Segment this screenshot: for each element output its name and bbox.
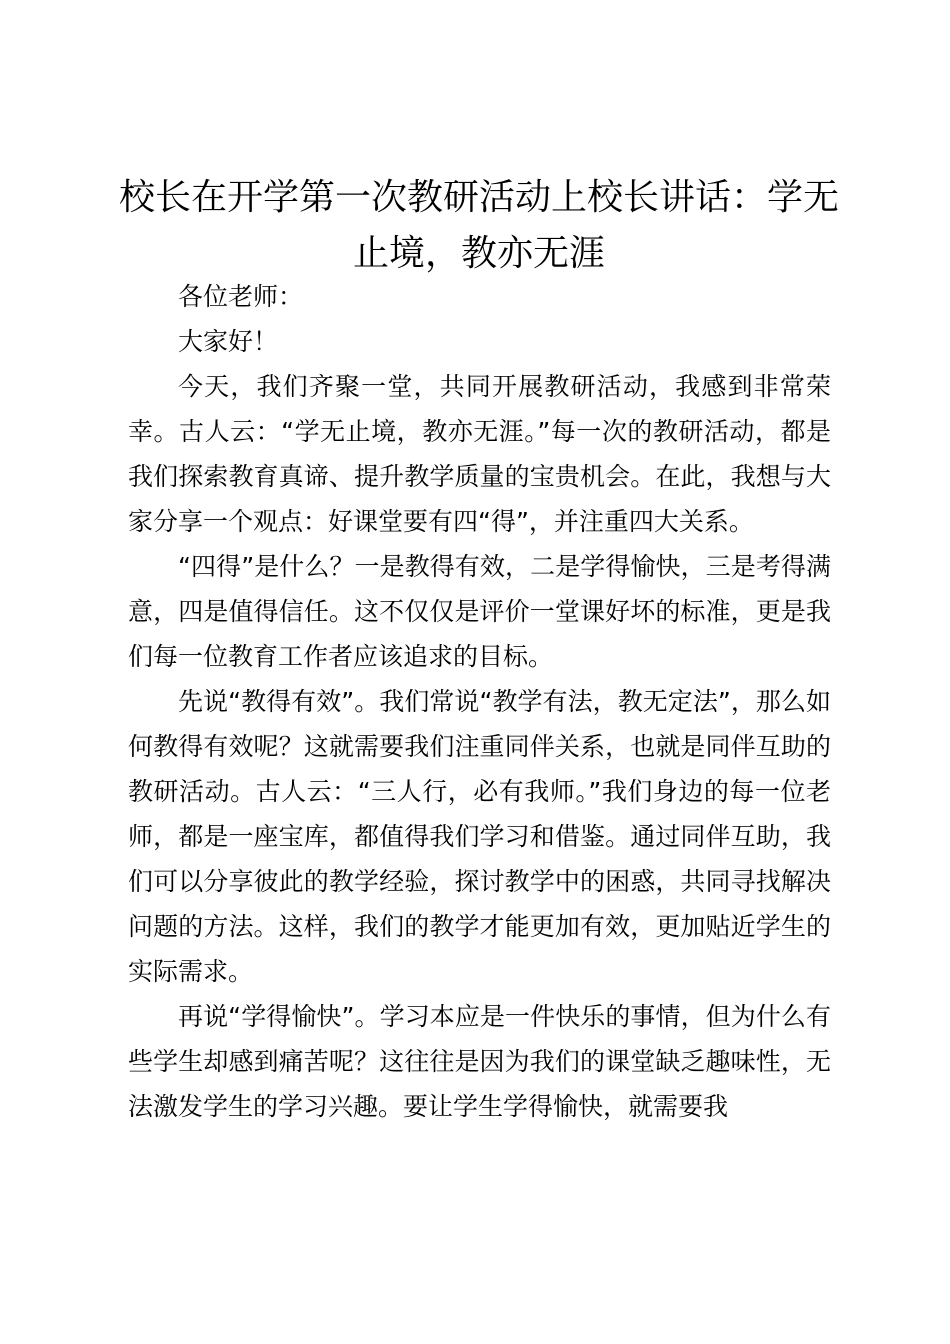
- paragraph: 先说“教得有效”。我们常说“教学有法，教无定法”，那么如何教得有效呢？这就需要我们注重同伴关系，也就是同伴互助的教研活动。古人云：“三人行，必有我师。”我们身边的每一位老师，都是一座宝库，都值得我们学习和借鉴。通过同伴互助，我们可以分享彼此的教学经验，探讨教学中的困惑，共同寻找解决问题的方法。这样，我们的教学才能更加有效，更加贴近学生的实际需求。: [128, 687, 831, 986]
- paragraph: “四得”是什么？一是教得有效，二是学得愉快，三是考得满意，四是值得信任。这不仅仅是评价一堂课好坏的标准，更是我们每一位教育工作者应该追求的目标。: [128, 552, 831, 671]
- greeting: 大家好！: [178, 327, 279, 356]
- salutation: 各位老师：: [178, 282, 304, 311]
- document-title: 校长在开学第一次教研活动上校长讲话：学无止境，教亦无涯: [118, 177, 839, 274]
- paragraph: 今天，我们齐聚一堂，共同开展教研活动，我感到非常荣幸。古人云：“学无止境，教亦无涯。”每一次的教研活动，都是我们探索教育真谛、提升教学质量的宝贵机会。在此，我想与大家分享一个观点：好课堂要有四“得”，并注重四大关系。: [128, 372, 831, 536]
- document-body: [128, 274, 831, 1129]
- paragraph: 再说“学得愉快”。学习本应是一件快乐的事情，但为什么有些学生却感到痛苦呢？这往往是因为我们的课堂缺乏趣味性，无法激发学生的学习兴趣。要让学生学得愉快，就需要我: [128, 1002, 831, 1121]
